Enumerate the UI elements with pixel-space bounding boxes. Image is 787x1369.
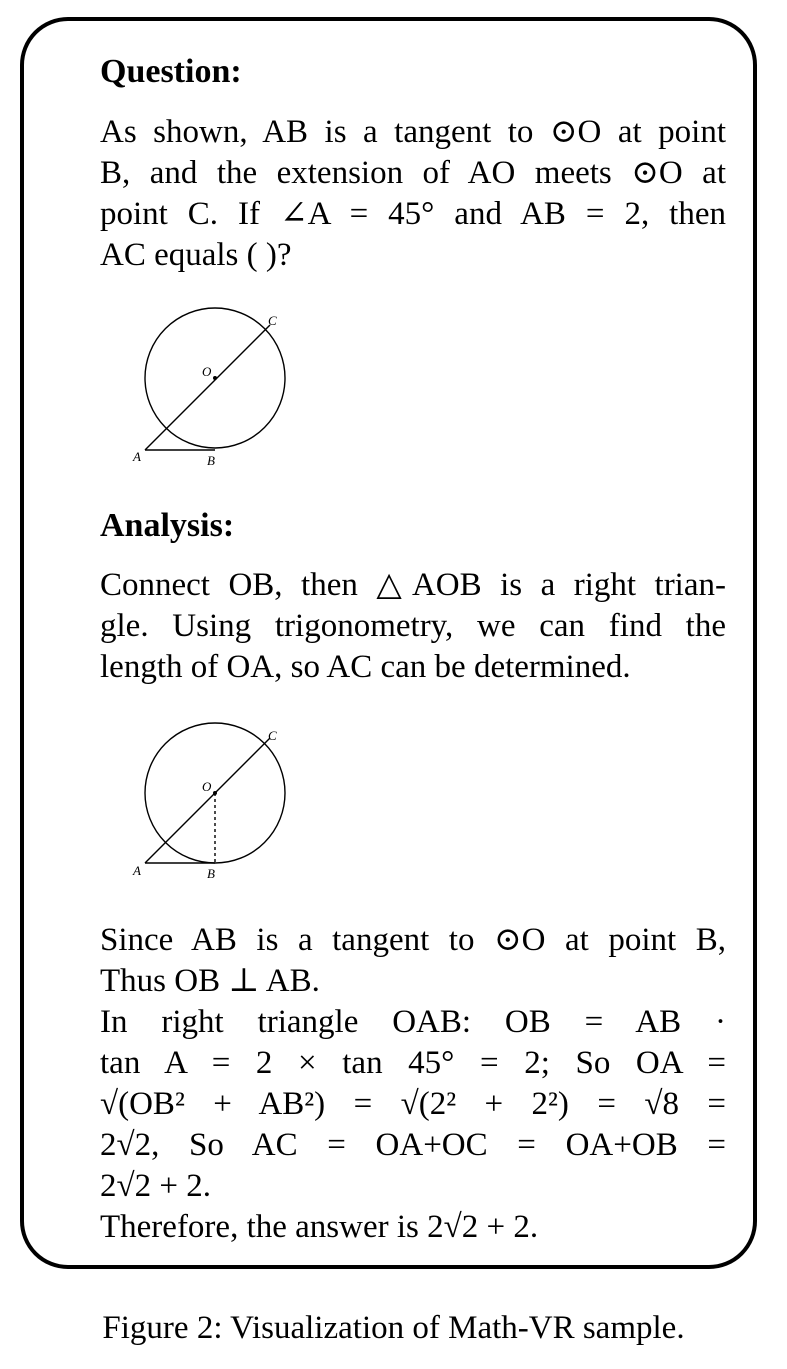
label-o: O bbox=[202, 779, 212, 794]
label-a: A bbox=[133, 449, 141, 464]
label-b: B bbox=[207, 453, 215, 468]
label-a: A bbox=[133, 863, 141, 878]
solution-line-4: tan A = 2 × tan 45° = 2; So OA = bbox=[100, 1045, 726, 1081]
line-a-c bbox=[145, 738, 270, 863]
question-line-3: point C. If ∠A = 45° and AB = 2, then bbox=[100, 196, 726, 232]
label-c: C bbox=[268, 313, 277, 328]
analysis-line-3: length of OA, so AC can be determined. bbox=[100, 649, 631, 685]
center-point bbox=[213, 791, 217, 795]
solution-line-8: Therefore, the answer is 2√2 + 2. bbox=[100, 1209, 539, 1245]
solution-line-1: Since AB is a tangent to ⊙O at point B, bbox=[100, 922, 726, 958]
question-text bbox=[100, 112, 726, 276]
question-heading: Question: bbox=[100, 53, 242, 90]
analysis-heading: Analysis: bbox=[100, 507, 235, 544]
analysis-text bbox=[100, 565, 726, 688]
figure-1-diagram bbox=[120, 305, 310, 475]
solution-line-5: √(OB² + AB²) = √(2² + 2²) = √8 = bbox=[100, 1086, 726, 1122]
solution-text bbox=[100, 920, 726, 1248]
line-a-c bbox=[145, 325, 270, 450]
question-line-2: B, and the extension of AO meets ⊙O at bbox=[100, 155, 726, 191]
label-c: C bbox=[268, 728, 277, 743]
question-line-4: AC equals ( )? bbox=[100, 237, 292, 273]
solution-line-7: 2√2 + 2. bbox=[100, 1168, 211, 1204]
analysis-line-2: gle. Using trigonometry, we can find the bbox=[100, 608, 726, 644]
figure-caption: Figure 2: Visualization of Math-VR sample. bbox=[102, 1310, 685, 1346]
question-line-1: As shown, AB is a tangent to ⊙O at point bbox=[100, 114, 726, 150]
figure-2-diagram bbox=[120, 720, 310, 890]
center-point bbox=[213, 376, 217, 380]
solution-line-6: 2√2, So AC = OA+OC = OA+OB = bbox=[100, 1127, 726, 1163]
label-b: B bbox=[207, 866, 215, 881]
solution-line-3: In right triangle OAB: OB = AB · bbox=[100, 1004, 726, 1040]
solution-line-2: Thus OB ⊥ AB. bbox=[100, 963, 320, 999]
label-o: O bbox=[202, 364, 212, 379]
analysis-line-1: Connect OB, then △AOB is a right trian- bbox=[100, 567, 726, 603]
